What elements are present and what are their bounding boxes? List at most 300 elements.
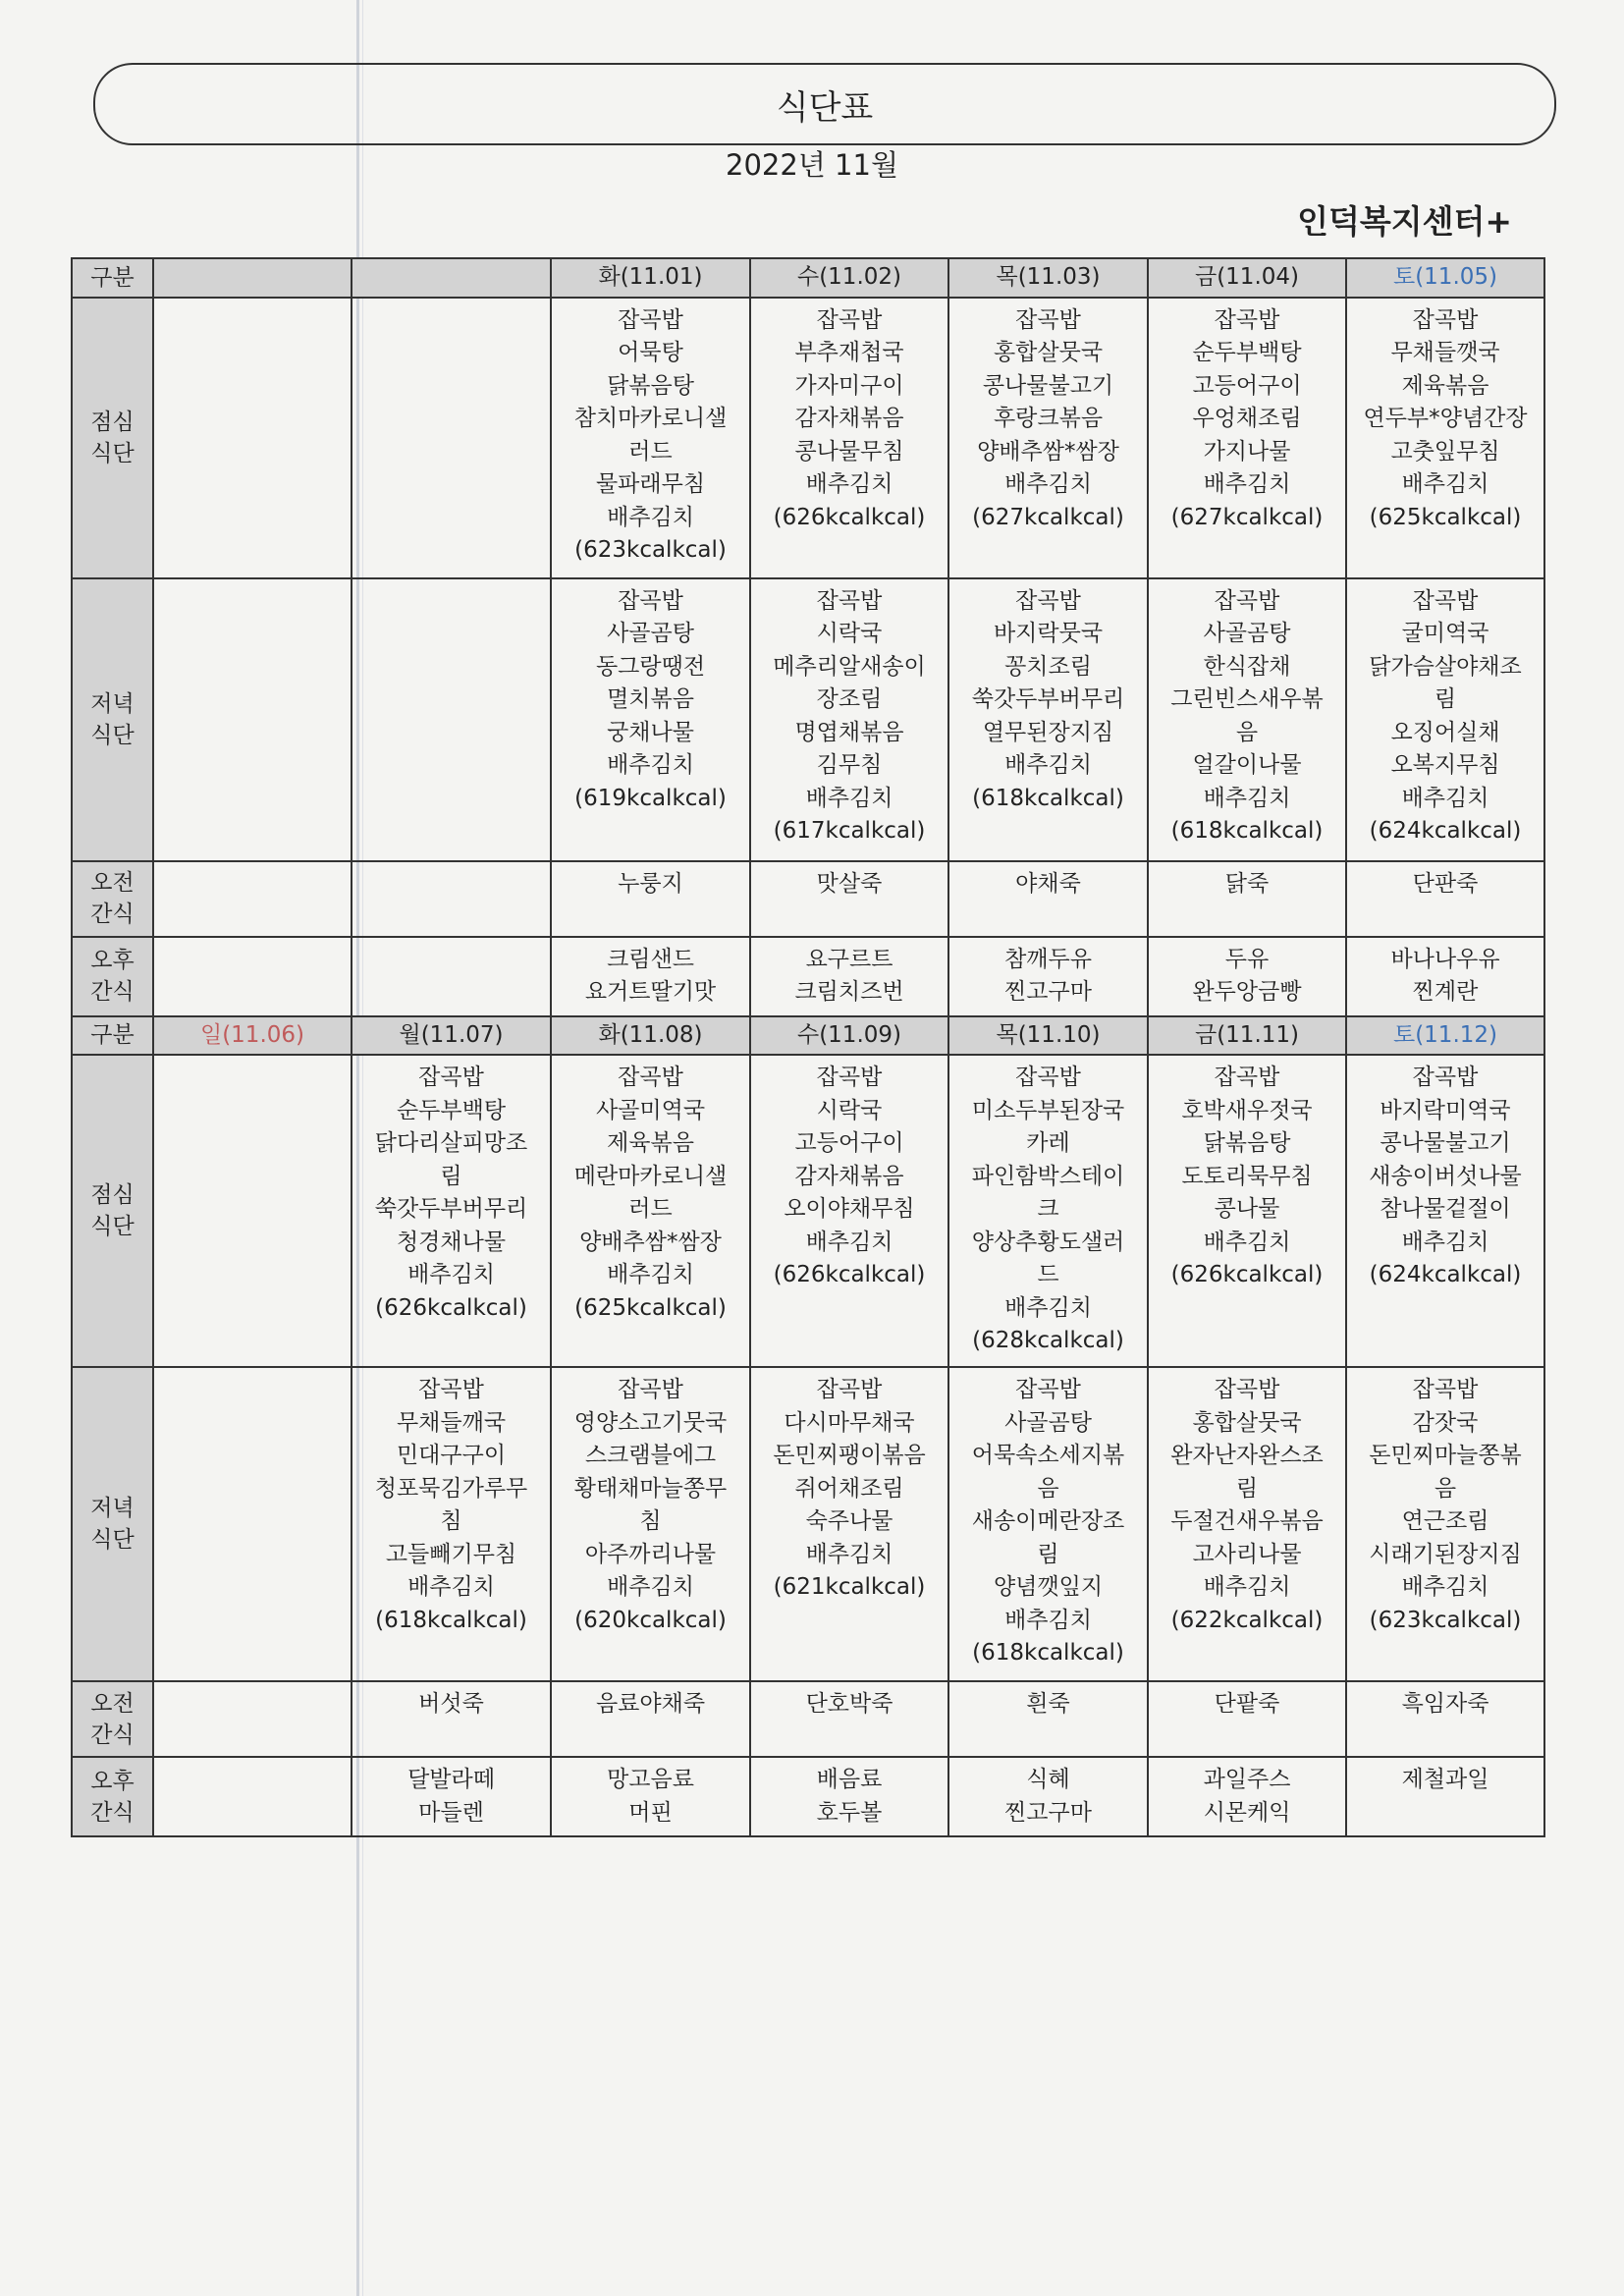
menu-item: 얼갈이나물 [1192,752,1302,778]
menu-item: 잡곡밥 [1214,306,1280,333]
header-row [72,1016,1544,1056]
menu-item: 동그랑땡전 [595,653,706,680]
menu-item: (622kcalkcal) [1170,1607,1324,1633]
row-label-line: 간식 [90,1722,135,1748]
menu-item: 그린빈스새우볶 [1170,686,1324,712]
day-header: 목(11.10) [948,1016,1148,1056]
menu-item: 시락국 [816,1097,883,1123]
menu-item: 순두부백탕 [1192,340,1302,365]
menu-item: 배추김치 [607,1262,694,1287]
meal-cell [153,937,352,1016]
menu-item: 음 [1235,719,1259,745]
menu-item: 배추김치 [607,504,694,530]
menu-item: 무채들깻국 [1390,340,1500,365]
menu-item: 영양소고기뭇국 [573,1409,728,1436]
menu-item: 닭가슴살야채조 [1369,653,1522,680]
meal-cell [1346,298,1544,578]
menu-item: (626kcalkcal) [773,1262,926,1287]
menu-item: 순두부백탕 [396,1097,507,1123]
day-header [352,258,551,298]
menu-item: 배추김치 [805,1541,893,1567]
menu-item: 배추김치 [1004,752,1092,778]
menu-item: 가자미구이 [794,372,904,399]
meal-cell [948,937,1148,1016]
meal-cell [750,1681,948,1757]
meal-cell [551,1367,750,1681]
meal-cell [551,1681,750,1757]
row-label [72,298,153,578]
menu-item: 시래기된장지짐 [1369,1541,1522,1567]
meal-row-dinner [72,578,1544,861]
day-header: 수(11.09) [750,1016,948,1056]
meal-cell [1148,861,1346,937]
menu-item: 요거트딸기맛 [584,979,717,1005]
menu-item: 잡곡밥 [618,1065,683,1090]
meal-row-am-snack [72,861,1544,937]
menu-item: (626kcalkcal) [1170,1262,1324,1287]
menu-item: 궁채나물 [607,719,694,745]
menu-item: (626kcalkcal) [375,1294,527,1321]
menu-item: 참치마카로니샐 [573,406,728,431]
menu-item: 콩나물 [1214,1196,1280,1222]
menu-item: 무채들깨국 [396,1409,507,1436]
day-header: 일(11.06) [153,1016,352,1056]
menu-item: 두유 [1224,946,1270,972]
row-label-line: 점심 [90,409,135,435]
menu-item: (628kcalkcal) [972,1328,1124,1353]
menu-item: 참나물겉절이 [1380,1196,1511,1222]
row-label-line: 저녁 [90,1496,135,1521]
menu-item: 배추김치 [1203,1574,1291,1600]
meal-cell [551,1757,750,1836]
menu-item: 바지락뭇국 [993,621,1104,646]
menu-item: 잡곡밥 [1412,306,1479,333]
meal-cell [153,578,352,861]
meal-cell [1346,578,1544,861]
menu-item: 오이야채무침 [784,1196,915,1222]
menu-item: 배추김치 [1401,1574,1489,1600]
menu-item: 흰죽 [1026,1691,1070,1717]
day-header [153,258,352,298]
day-header: 토(11.12) [1346,1016,1544,1056]
row-label [72,578,153,861]
menu-item: 배추김치 [1401,1229,1489,1255]
menu-item: 콩나물불고기 [1380,1130,1511,1156]
menu-item: (627kcalkcal) [1170,504,1324,530]
menu-item: 콩나물불고기 [982,372,1114,399]
row-label [72,1055,153,1367]
menu-item: 메추리알새송이 [773,653,926,680]
meal-row-lunch [72,1055,1544,1367]
menu-item: 미소두부된장국 [971,1097,1125,1123]
menu-item: 잡곡밥 [1214,1377,1280,1402]
menu-item: 머핀 [628,1799,673,1826]
meal-cell [750,937,948,1016]
menu-item: 배추김치 [1401,471,1489,497]
menu-item: 침 [639,1508,662,1534]
menu-item: 어묵속소세지볶 [971,1443,1125,1468]
menu-item: 잡곡밥 [618,1377,683,1402]
menu-item: 연근조림 [1401,1508,1489,1534]
menu-item: 배추김치 [1004,1607,1092,1633]
menu-item: 부추재첩국 [794,340,904,365]
row-label-line: 식단 [90,1214,135,1239]
menu-item: 감자채볶음 [794,406,904,431]
row-label [72,861,153,937]
meal-cell [153,298,352,578]
menu-item: 콩나물무침 [794,438,904,465]
menu-item: 멸치볶음 [607,686,694,712]
menu-item: 아주까리나물 [584,1541,717,1567]
row-label-line: 저녁 [90,690,135,717]
menu-item: 배추김치 [805,1229,893,1255]
menu-item: (620kcalkcal) [574,1607,727,1633]
menu-item: (618kcalkcal) [375,1607,527,1633]
meal-plan-body [72,258,1544,1836]
menu-item: 민대구구이 [396,1443,507,1468]
menu-item: 잡곡밥 [1015,1065,1081,1090]
menu-item: 잡곡밥 [1015,1377,1081,1402]
row-label [72,937,153,1016]
menu-item: (618kcalkcal) [1170,818,1324,844]
menu-item: 꽁치조림 [1004,653,1092,680]
day-header: 금(11.11) [1148,1016,1346,1056]
meal-cell [352,1757,551,1836]
day-header: 수(11.02) [750,258,948,298]
meal-cell [153,861,352,937]
menu-item: (617kcalkcal) [773,818,926,844]
menu-item: 바지락미역국 [1380,1097,1511,1123]
category-label: 구분 [72,258,153,298]
menu-item: 찐고구마 [1004,1799,1092,1826]
meal-cell [750,1757,948,1836]
category-label: 구분 [72,1016,153,1056]
meal-cell [153,1367,352,1681]
meal-plan-table [71,257,1545,1837]
menu-item: 홍합살뭇국 [993,340,1104,365]
row-label-line: 오후 [90,1768,135,1794]
menu-item: 우엉채조림 [1192,406,1302,431]
meal-row-pm-snack [72,1757,1544,1836]
menu-item: 감잣국 [1412,1409,1479,1436]
menu-item: 맛살죽 [816,870,883,897]
menu-item: 마들렌 [418,1799,484,1826]
menu-item: 크림치즈번 [794,979,904,1005]
row-label-line: 식단 [90,440,135,466]
meal-cell [1346,937,1544,1016]
menu-item: 돈민찌팽이볶음 [773,1443,926,1468]
menu-item: 잡곡밥 [1412,1065,1479,1090]
meal-cell [750,578,948,861]
menu-item: 러드 [628,1196,673,1222]
meal-cell [1346,1367,1544,1681]
menu-item: (618kcalkcal) [972,1640,1124,1666]
menu-item: 닭죽 [1224,870,1270,897]
menu-item: 후랑크볶음 [993,406,1104,431]
menu-item: 잡곡밥 [816,306,883,333]
menu-item: 새송이버섯나물 [1369,1163,1522,1189]
row-label-line: 간식 [90,902,135,927]
menu-item: 시락국 [816,621,883,646]
meal-cell [352,937,551,1016]
row-label-line: 오전 [90,1690,135,1717]
menu-item: (627kcalkcal) [972,504,1124,530]
meal-cell [1148,1367,1346,1681]
menu-item: 사골곰탕 [607,621,694,646]
organization-name: 인덕복지센터+ [1297,202,1512,241]
menu-item: 누룽지 [618,870,683,897]
menu-item: 양상추황도샐러 [971,1229,1125,1255]
menu-item: 파인함박스테이 [971,1163,1125,1189]
menu-item: 시몬케익 [1203,1799,1291,1826]
menu-item: 잡곡밥 [816,1065,883,1090]
menu-item: 크 [1037,1196,1059,1222]
menu-item: 배추김치 [805,785,893,811]
meal-cell [1148,578,1346,861]
meal-cell [750,1055,948,1367]
menu-item: 호박새우젓국 [1181,1097,1313,1123]
day-header: 목(11.03) [948,258,1148,298]
row-label-line: 식단 [90,1527,135,1553]
meal-row-dinner [72,1367,1544,1681]
menu-item: 김무침 [816,752,883,778]
menu-item: 카레 [1026,1130,1070,1156]
meal-cell [153,1757,352,1836]
menu-item: 오징어실채 [1390,719,1500,745]
menu-item: 두절건새우볶음 [1170,1508,1324,1534]
menu-item: (619kcalkcal) [574,785,727,811]
day-header: 월(11.07) [352,1016,551,1056]
menu-item: 바나나우유 [1390,946,1500,972]
menu-item: 림 [1434,686,1457,712]
meal-cell [948,1757,1148,1836]
menu-item: 잡곡밥 [618,306,683,333]
menu-item: 제육볶음 [1401,372,1489,399]
menu-item: 도토리묵무침 [1181,1163,1313,1189]
menu-item: 양념깻잎지 [993,1574,1104,1600]
meal-cell [352,1055,551,1367]
menu-item: 고등어구이 [1192,372,1302,399]
menu-item: 림 [1037,1541,1059,1567]
menu-month: 2022년 11월 [726,148,898,182]
menu-item: 메란마카로니샐 [573,1163,728,1189]
menu-item: 돈민찌마늘쫑볶 [1369,1443,1522,1468]
menu-item: 양배추쌈*쌈장 [579,1229,722,1255]
meal-cell [1346,861,1544,937]
meal-row-lunch [72,298,1544,578]
menu-item: 잡곡밥 [816,1377,883,1402]
menu-item: 사골미역국 [595,1097,706,1123]
menu-item: 참깨두유 [1004,946,1092,972]
menu-item: 드 [1037,1262,1059,1287]
meal-cell [1148,1681,1346,1757]
menu-item: (626kcalkcal) [773,504,926,530]
meal-cell [948,861,1148,937]
menu-item: 단판죽 [1412,870,1479,897]
menu-item: 감자채볶음 [794,1163,904,1189]
menu-item: 림 [1235,1475,1259,1502]
meal-cell [1148,937,1346,1016]
menu-item: 황태채마늘쫑무 [573,1475,728,1502]
row-label-line: 오후 [90,948,135,973]
meal-cell [352,1367,551,1681]
menu-item: 명엽채볶음 [794,719,904,745]
row-label [72,1367,153,1681]
menu-item: 배추김치 [1203,785,1291,811]
menu-item: 완두앙금빵 [1192,979,1302,1005]
menu-item: 잡곡밥 [1214,587,1280,614]
menu-item: 연두부*양념간장 [1363,406,1528,431]
menu-item: 음 [1037,1475,1059,1502]
menu-item: 사골곰탕 [1203,621,1291,646]
menu-item: (623kcalkcal) [574,537,727,563]
menu-item: 배추김치 [407,1574,495,1600]
day-header: 토(11.05) [1346,258,1544,298]
menu-item: 닭볶음탕 [607,372,694,399]
menu-item: 요구르트 [805,946,893,972]
meal-cell [551,861,750,937]
row-label-line: 간식 [90,1799,135,1826]
menu-item: 숙주나물 [805,1508,893,1534]
menu-item: 양배추쌈*쌈장 [977,438,1119,465]
menu-item: 음 [1434,1475,1457,1502]
menu-item: 어묵탕 [618,340,683,365]
menu-item: 다시마무채국 [784,1409,915,1436]
menu-item: (624kcalkcal) [1369,818,1522,844]
menu-item: (625kcalkcal) [574,1294,727,1321]
menu-item: (621kcalkcal) [773,1574,926,1600]
meal-cell [948,578,1148,861]
menu-item: 청경채나물 [396,1229,507,1255]
menu-item: 식혜 [1026,1767,1070,1792]
menu-item: (618kcalkcal) [972,785,1124,811]
menu-item: 물파래무침 [595,471,706,497]
menu-item: 쥐어채조림 [794,1475,904,1502]
menu-item: 배추김치 [607,752,694,778]
meal-cell [153,1055,352,1367]
menu-item: 고사리나물 [1192,1541,1302,1567]
menu-item: (625kcalkcal) [1369,504,1522,530]
meal-cell [352,1681,551,1757]
menu-item: 제육볶음 [607,1130,694,1156]
menu-item: 완자난자완스조 [1170,1443,1324,1468]
menu-item: 닭다리살피망조 [374,1130,528,1156]
menu-item: 한식잡채 [1203,653,1291,680]
menu-item: 배추김치 [1004,1294,1092,1321]
menu-item: (623kcalkcal) [1369,1607,1522,1633]
meal-cell [352,578,551,861]
menu-item: 새송이메란장조 [971,1508,1125,1534]
menu-item: 배추김치 [1203,471,1291,497]
menu-item: 청포묵김가루무 [374,1475,528,1502]
menu-item: 잡곡밥 [1015,587,1081,614]
meal-cell [948,298,1148,578]
meal-cell [153,1681,352,1757]
day-header: 금(11.04) [1148,258,1346,298]
meal-cell [1346,1757,1544,1836]
meal-cell [750,861,948,937]
menu-item: 고춧잎무침 [1390,438,1500,465]
menu-item: 단호박죽 [805,1691,893,1717]
menu-item: 러드 [628,438,673,465]
menu-item: 잡곡밥 [1015,306,1081,333]
menu-item: 잡곡밥 [1214,1065,1280,1090]
menu-item: 버섯죽 [418,1691,484,1717]
row-label [72,1757,153,1836]
menu-item: 과일주스 [1203,1767,1291,1792]
meal-cell [551,1055,750,1367]
menu-item: 망고음료 [607,1767,694,1792]
meal-cell [948,1055,1148,1367]
menu-item: 장조림 [816,686,883,712]
row-label-line: 간식 [90,979,135,1005]
meal-cell [1148,1757,1346,1836]
menu-item: 홍합살뭇국 [1192,1409,1302,1436]
menu-item: 닭볶음탕 [1203,1130,1291,1156]
meal-cell [948,1367,1148,1681]
menu-item: 침 [440,1508,462,1534]
menu-item: 열무된장지짐 [982,719,1114,745]
meal-cell [750,1367,948,1681]
menu-item: 쑥갓두부버무리 [971,686,1125,712]
menu-item: 배추김치 [1203,1229,1291,1255]
menu-item: 오복지무침 [1390,752,1500,778]
meal-cell [352,298,551,578]
menu-item: 제철과일 [1401,1767,1489,1792]
meal-cell [551,298,750,578]
menu-item: 찐계란 [1412,979,1479,1005]
menu-item: 크림샌드 [607,946,694,972]
menu-item: 잡곡밥 [418,1065,484,1090]
meal-row-pm-snack [72,937,1544,1016]
row-label-line: 점심 [90,1182,135,1208]
meal-cell [551,937,750,1016]
meal-cell [1346,1055,1544,1367]
header-row [72,258,1544,298]
meal-cell [750,298,948,578]
menu-item: 가지나물 [1203,438,1291,465]
meal-cell [352,861,551,937]
menu-item: 잡곡밥 [816,587,883,614]
meal-cell [1346,1681,1544,1757]
meal-cell [948,1681,1148,1757]
menu-item: 림 [440,1163,462,1189]
menu-item: 호두볼 [816,1799,883,1826]
menu-item: 잡곡밥 [618,587,683,614]
menu-item: 찐고구마 [1004,979,1092,1005]
menu-item: 단팥죽 [1214,1691,1280,1717]
meal-cell [1148,1055,1346,1367]
menu-item: 잡곡밥 [1412,1377,1479,1402]
page-title: 식단표 [93,63,1556,145]
menu-item: 배추김치 [1004,471,1092,497]
day-header: 화(11.01) [551,258,750,298]
menu-item: 야채죽 [1015,870,1081,897]
menu-item: 굴미역국 [1401,621,1489,646]
meal-cell [1148,298,1346,578]
menu-item: 사골곰탕 [1004,1409,1092,1436]
row-label-line: 식단 [90,722,135,748]
menu-item: 배음료 [816,1767,883,1792]
menu-item: 스크램블에그 [584,1443,717,1468]
menu-item: 잡곡밥 [1412,587,1479,614]
menu-item: 음료야채죽 [595,1691,706,1717]
menu-item: 고등어구이 [794,1130,904,1156]
menu-item: 배추김치 [607,1574,694,1600]
day-header: 화(11.08) [551,1016,750,1056]
menu-item: 배추김치 [805,471,893,497]
row-label [72,1681,153,1757]
